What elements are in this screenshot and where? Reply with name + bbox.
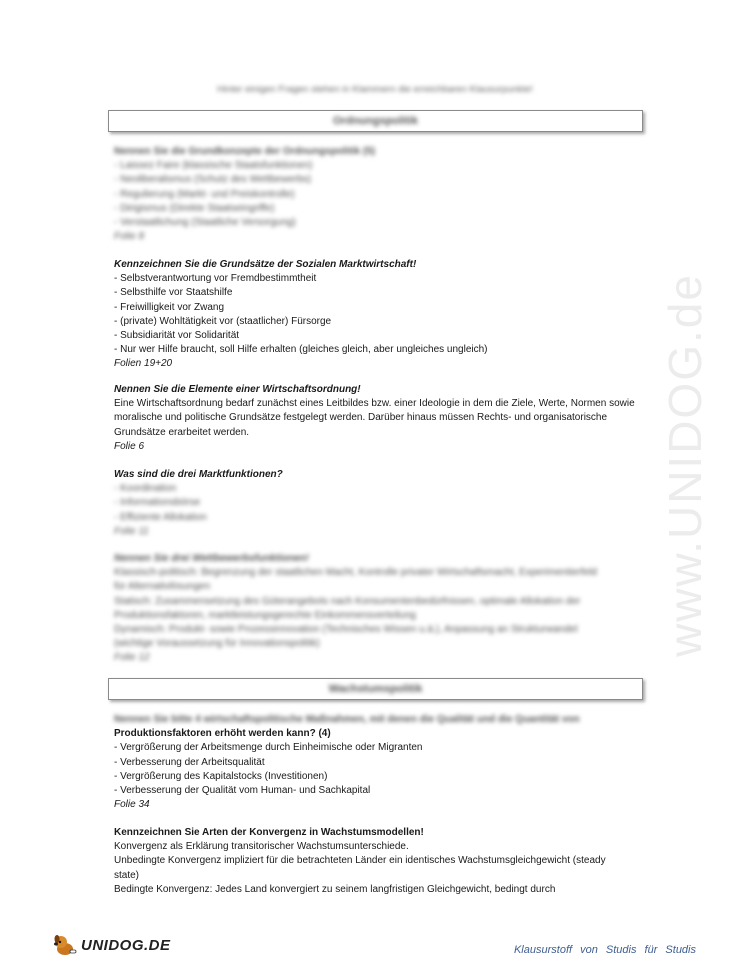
dog-mascot-icon <box>52 932 78 958</box>
logo-text: UNIDOG.DE <box>81 936 171 954</box>
slide-reference: Folie 12 <box>114 652 150 664</box>
slide-reference: Folie 6 <box>114 440 145 452</box>
question-heading: Nennen Sie die Elemente einer Wirtschaftsordnung! <box>114 384 361 395</box>
list-item: - Subsidiarität vor Solidarität <box>114 330 240 342</box>
question-heading-blurred: Nennen Sie bitte 4 wirtschaftspolitische Maßnahmen, mit denen die Qualität und die Quantität von <box>114 714 580 725</box>
answer-line: Klassisch-politisch: Begrenzung der staatlichen Macht, Kontrolle privater Wirtschaftsmacht, Experimentierfeld <box>114 567 597 579</box>
section-header-ordnungspolitik <box>108 110 643 132</box>
question-block-produktionsfaktoren <box>114 713 644 812</box>
question-block-wettbewerbsfunktionen <box>114 552 644 666</box>
question-heading: Nennen Sie die Grundkonzepte der Ordnungspolitik (5) <box>114 146 376 157</box>
question-heading: Kennzeichnen Sie die Grundsätze der Sozialen Marktwirtschaft! <box>114 259 417 270</box>
question-block-grundkonzepte <box>114 145 644 244</box>
answer-line: state) <box>114 869 140 881</box>
answer-line: Produktionsfaktoren, marktleistungsgerechte Einkommensverteilung <box>114 609 416 621</box>
section-header-wachstumspolitik <box>108 678 643 700</box>
answer-line: (wichtige Voraussetzung für Innovationspolitik) <box>114 638 320 650</box>
question-heading: Kennzeichnen Sie Arten der Konvergenz in Wachstumsmodellen! <box>114 827 424 838</box>
slide-reference: Folien 19+20 <box>114 358 173 370</box>
intro-note: Hinter einigen Fragen stehen in Klammern die erreichbaren Klausurpunkte! <box>217 84 533 95</box>
list-item: - Dirigismus (Direkte Staatseingriffe) <box>114 202 275 214</box>
slide-reference: Folie 8 <box>114 231 145 243</box>
question-heading: Was sind die drei Marktfunktionen? <box>114 469 283 480</box>
list-item: - Koordination <box>114 483 177 495</box>
footer-tagline: Klausurstoff von Studis für Studis <box>513 944 696 956</box>
answer-line: Statisch: Zusammensetzung des Güterangebots nach Konsumentenbedürfnissen, optimale Allokation der <box>114 595 581 607</box>
answer-line: Bedingte Konvergenz: Jedes Land konvergiert zu seinem langfristigen Gleichgewicht, bedingt durch <box>114 883 556 895</box>
list-item: - Informationsbörse <box>114 497 201 509</box>
list-item: - Verbesserung der Qualität vom Human- und Sachkapital <box>114 785 371 797</box>
list-item: - Vergrößerung der Arbeitsmenge durch Einheimische oder Migranten <box>114 742 423 754</box>
watermark-text: www.UNIDOG.de <box>659 273 712 657</box>
answer-line: Dynamisch: Produkt- sowie Prozessinnovation (Technisches Wissen u.ä.), Anpassung an Strukturwandel <box>114 624 578 636</box>
answer-line: Unbedingte Konvergenz impliziert für die betrachteten Länder ein identisches Wachstumsgleichgewicht (steady <box>114 855 606 867</box>
slide-reference: Folie 11 <box>114 525 149 537</box>
list-item: - Verstaatlichung (Staatliche Versorgung) <box>114 217 296 229</box>
section-title: Ordnungspolitik <box>333 115 418 127</box>
watermark <box>655 250 715 680</box>
question-block-marktfunktionen <box>114 468 644 539</box>
question-block-konvergenz <box>114 826 644 897</box>
section-title: Wachstumspolitik <box>328 683 423 695</box>
list-item: - Nur wer Hilfe braucht, soll Hilfe erhalten (gleiches gleich, aber ungleiches ungleich) <box>114 344 488 356</box>
answer-paragraph: Eine Wirtschaftsordnung bedarf zunächst eines Leitbildes bzw. einer Ideologie in dem die Ziele, Werte, Normen sowie moralische und politische Grundsätze festgelegt werden. Darüber hinaus müssen Rechts- und organisatorische Grundsätze erarbeitet werden. <box>114 398 635 438</box>
list-item: - Effiziente Allokation <box>114 511 207 523</box>
list-item: - Selbstverantwortung vor Fremdbestimmtheit <box>114 273 317 285</box>
list-item: - Verbesserung der Arbeitsqualität <box>114 756 265 768</box>
question-block-wirtschaftsordnung <box>114 383 644 454</box>
list-item: - Regulierung (Markt- und Preiskontrolle) <box>114 188 295 200</box>
footer-logo <box>52 930 171 960</box>
list-item: - Selbsthilfe vor Staatshilfe <box>114 287 233 299</box>
slide-reference: Folie 34 <box>114 799 150 811</box>
answer-line: für Alternativlösungen <box>114 581 211 593</box>
question-heading: Produktionsfaktoren erhöht werden kann? (4) <box>114 728 331 740</box>
list-item: - Neoliberalismus (Schutz des Wettbewerbs) <box>114 174 312 186</box>
question-block-soziale-marktwirtschaft <box>114 258 644 372</box>
list-item: - Vergrößerung des Kapitalstocks (Investitionen) <box>114 770 328 782</box>
list-item: - Freiwilligkeit vor Zwang <box>114 301 225 313</box>
list-item: - (private) Wohltätigkeit vor (staatlicher) Fürsorge <box>114 315 332 327</box>
answer-line: Konvergenz als Erklärung transitorischer Wachstumsunterschiede. <box>114 841 409 853</box>
question-heading: Nennen Sie drei Wettbewerbsfunktionen! <box>114 553 309 564</box>
list-item: - Laissez Faire (klassische Staatsfunktionen) <box>114 160 313 172</box>
